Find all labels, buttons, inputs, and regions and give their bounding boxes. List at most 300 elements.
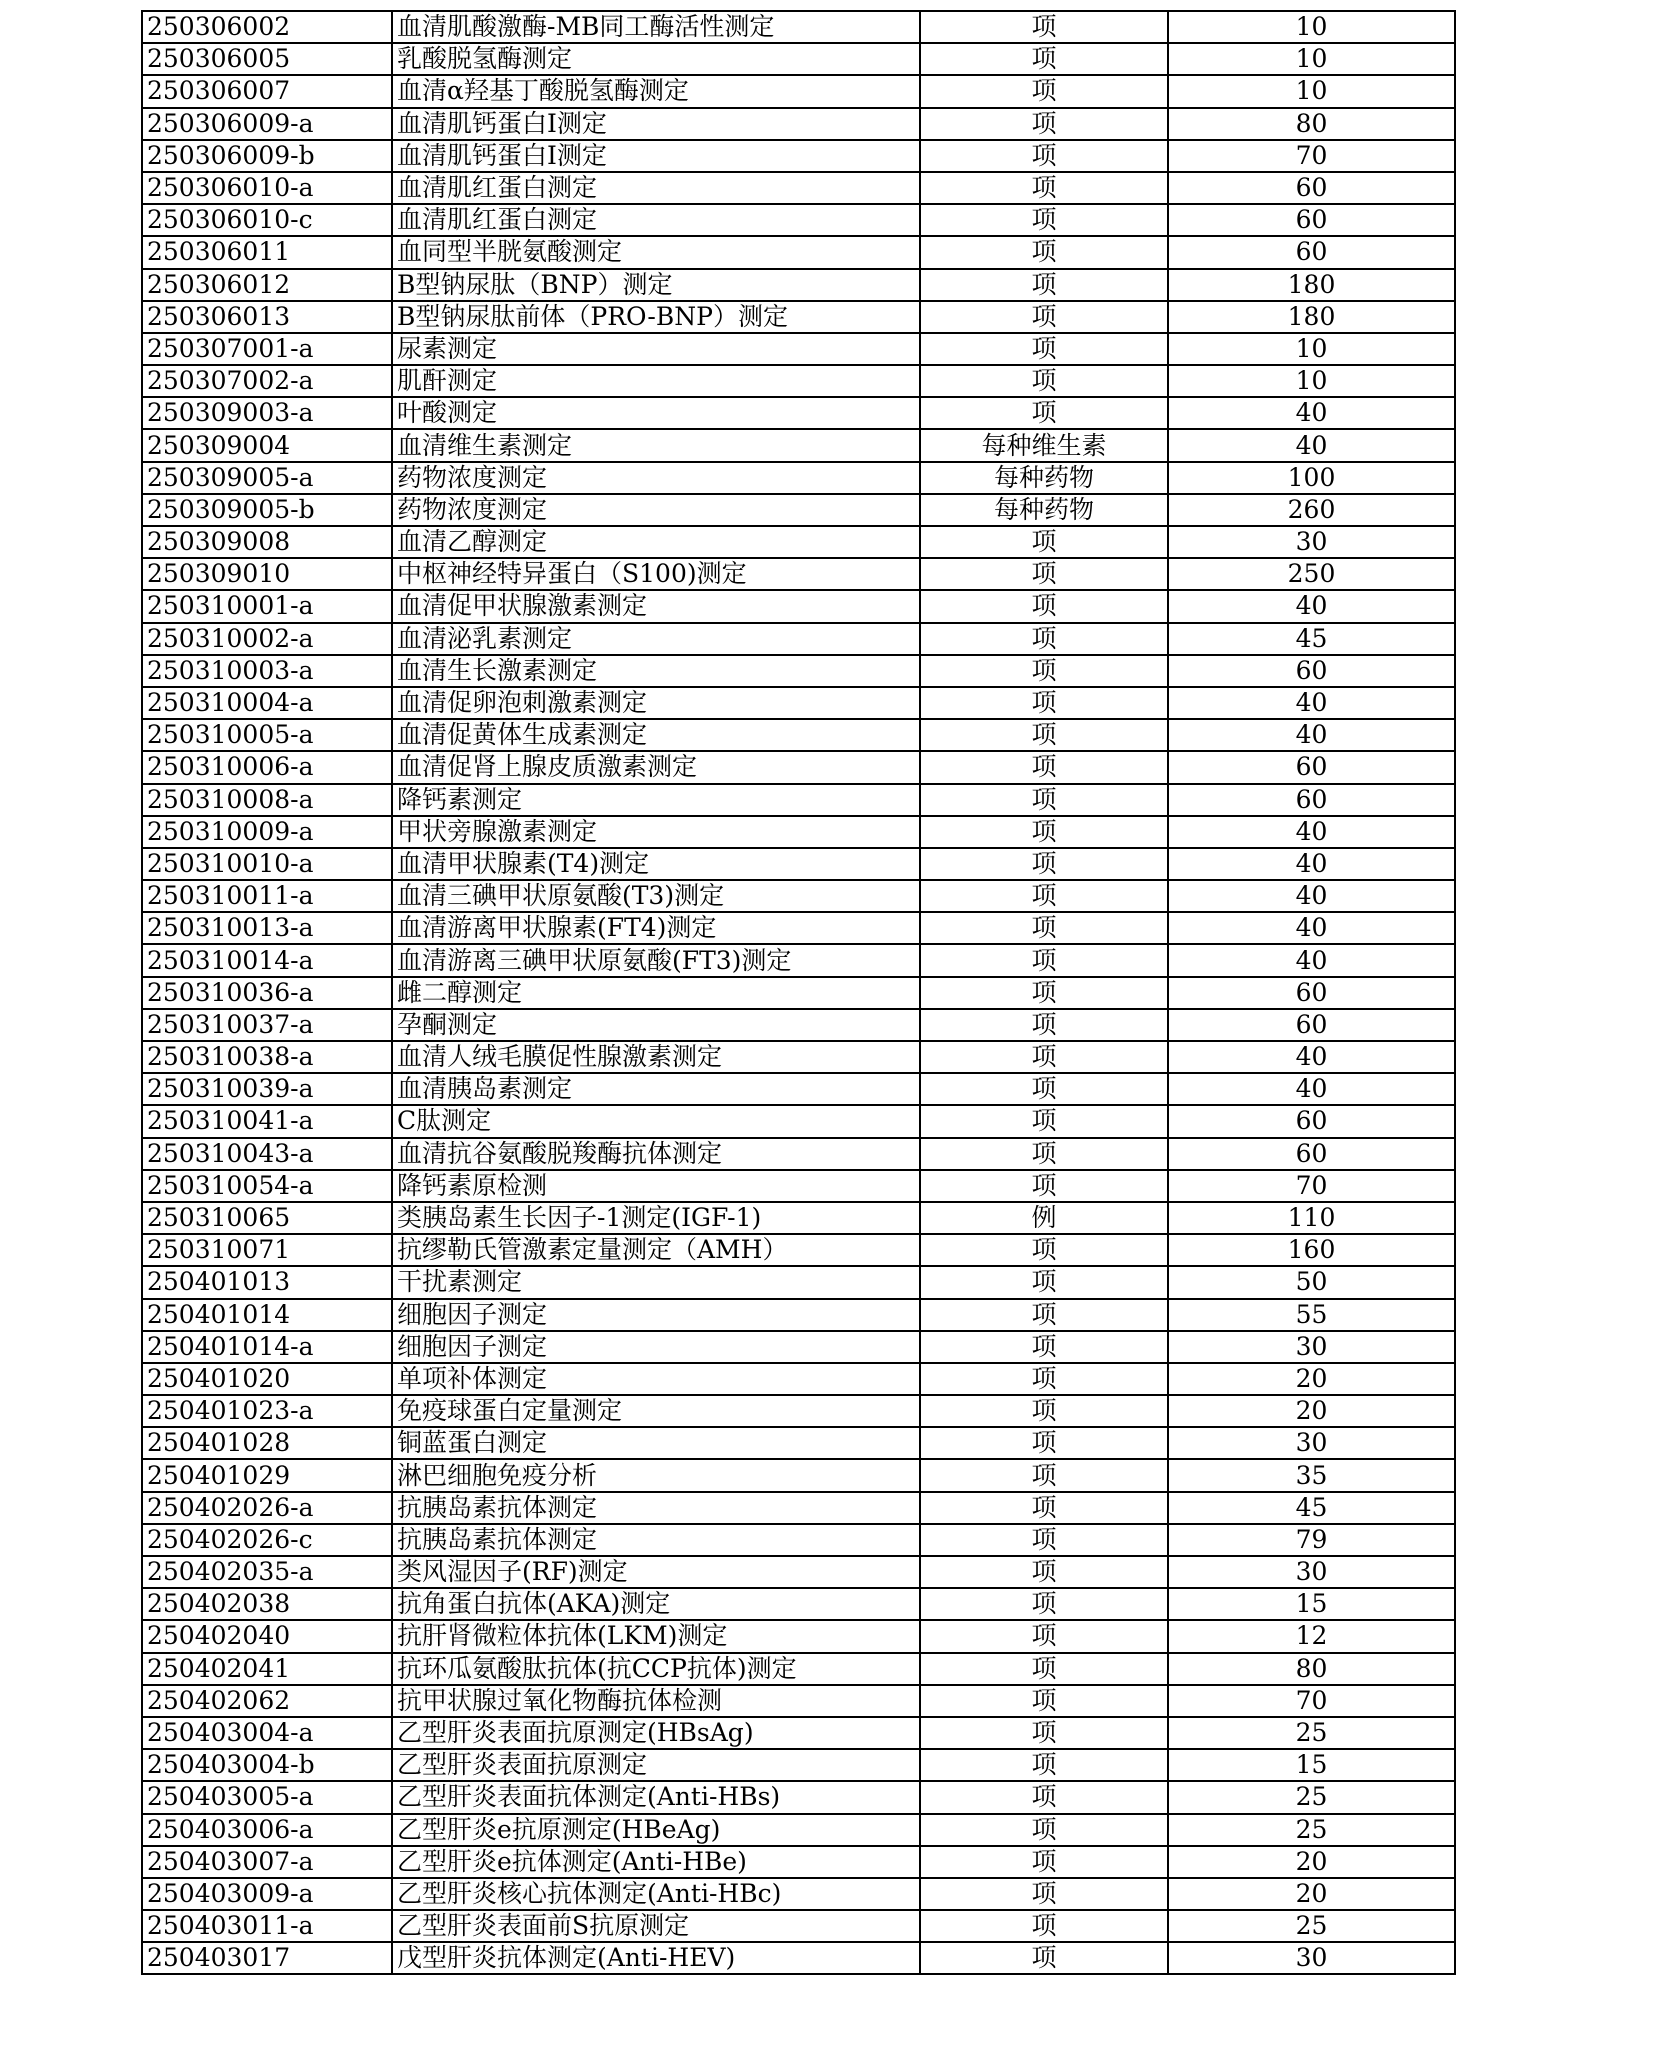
item-code-cell: 250403004-b <box>142 1749 392 1781</box>
unit-cell: 项 <box>920 1234 1168 1266</box>
item-name-cell: 孕酮测定 <box>392 1009 920 1041</box>
unit-cell: 项 <box>920 365 1168 397</box>
price-cell: 180 <box>1168 301 1455 333</box>
item-name-cell: B型钠尿肽前体（PRO-BNP）测定 <box>392 301 920 333</box>
unit-cell: 项 <box>920 1620 1168 1652</box>
price-cell: 60 <box>1168 172 1455 204</box>
item-code-cell: 250309010 <box>142 558 392 590</box>
item-name-cell: 血清人绒毛膜促性腺激素测定 <box>392 1041 920 1073</box>
item-name-cell: 血清促卵泡刺激素测定 <box>392 687 920 719</box>
unit-cell: 项 <box>920 816 1168 848</box>
unit-cell: 项 <box>920 236 1168 268</box>
item-code-cell: 250403017 <box>142 1942 392 1974</box>
item-code-cell: 250306002 <box>142 11 392 43</box>
item-name-cell: 类风湿因子(RF)测定 <box>392 1556 920 1588</box>
item-code-cell: 250306007 <box>142 75 392 107</box>
item-name-cell: 细胞因子测定 <box>392 1331 920 1363</box>
item-name-cell: 雌二醇测定 <box>392 977 920 1009</box>
item-name-cell: 淋巴细胞免疫分析 <box>392 1459 920 1491</box>
price-cell: 60 <box>1168 236 1455 268</box>
table-row <box>142 11 1455 43</box>
price-cell: 10 <box>1168 365 1455 397</box>
table-row <box>142 1138 1455 1170</box>
item-name-cell: 血同型半胱氨酸测定 <box>392 236 920 268</box>
price-cell: 20 <box>1168 1878 1455 1910</box>
item-name-cell: 乙型肝炎表面抗体测定(Anti-HBs) <box>392 1781 920 1813</box>
unit-cell: 项 <box>920 11 1168 43</box>
unit-cell: 项 <box>920 848 1168 880</box>
item-name-cell: 血清游离甲状腺素(FT4)测定 <box>392 912 920 944</box>
table-row <box>142 1395 1455 1427</box>
table-row <box>142 301 1455 333</box>
item-code-cell: 250402062 <box>142 1685 392 1717</box>
item-code-cell: 250310036-a <box>142 977 392 1009</box>
price-cell: 40 <box>1168 912 1455 944</box>
price-cell: 40 <box>1168 1073 1455 1105</box>
item-name-cell: 血清α羟基丁酸脱氢酶测定 <box>392 75 920 107</box>
table-row <box>142 236 1455 268</box>
item-name-cell: 乙型肝炎表面前S抗原测定 <box>392 1910 920 1942</box>
price-cell: 70 <box>1168 1685 1455 1717</box>
table-row <box>142 1105 1455 1137</box>
item-name-cell: 血清维生素测定 <box>392 429 920 461</box>
price-cell: 25 <box>1168 1814 1455 1846</box>
table-row <box>142 494 1455 526</box>
table-row <box>142 1878 1455 1910</box>
unit-cell: 项 <box>920 1781 1168 1813</box>
table-row <box>142 1524 1455 1556</box>
item-code-cell: 250310005-a <box>142 719 392 751</box>
table-row <box>142 1556 1455 1588</box>
item-name-cell: 肌酐测定 <box>392 365 920 397</box>
item-code-cell: 250310054-a <box>142 1170 392 1202</box>
unit-cell: 每种药物 <box>920 462 1168 494</box>
price-cell: 250 <box>1168 558 1455 590</box>
unit-cell: 项 <box>920 1492 1168 1524</box>
table-row <box>142 1717 1455 1749</box>
item-code-cell: 250307001-a <box>142 333 392 365</box>
unit-cell: 项 <box>920 751 1168 783</box>
table-row <box>142 1910 1455 1942</box>
item-code-cell: 250310037-a <box>142 1009 392 1041</box>
item-code-cell: 250402038 <box>142 1588 392 1620</box>
unit-cell: 项 <box>920 1427 1168 1459</box>
unit-cell: 项 <box>920 1299 1168 1331</box>
item-name-cell: 干扰素测定 <box>392 1266 920 1298</box>
price-cell: 55 <box>1168 1299 1455 1331</box>
price-cell: 10 <box>1168 43 1455 75</box>
table-row <box>142 1942 1455 1974</box>
table-row <box>142 944 1455 976</box>
item-name-cell: 尿素测定 <box>392 333 920 365</box>
unit-cell: 项 <box>920 1170 1168 1202</box>
item-name-cell: 血清生长激素测定 <box>392 655 920 687</box>
item-code-cell: 250403004-a <box>142 1717 392 1749</box>
price-cell: 80 <box>1168 108 1455 140</box>
unit-cell: 项 <box>920 1395 1168 1427</box>
table-row <box>142 1073 1455 1105</box>
table-row <box>142 880 1455 912</box>
table-row <box>142 140 1455 172</box>
price-cell: 60 <box>1168 751 1455 783</box>
unit-cell: 项 <box>920 43 1168 75</box>
item-name-cell: 乙型肝炎e抗体测定(Anti-HBe) <box>392 1846 920 1878</box>
price-cell: 60 <box>1168 1009 1455 1041</box>
item-code-cell: 250310071 <box>142 1234 392 1266</box>
unit-cell: 项 <box>920 590 1168 622</box>
table-row <box>142 1202 1455 1234</box>
item-code-cell: 250310065 <box>142 1202 392 1234</box>
unit-cell: 每种维生素 <box>920 429 1168 461</box>
price-cell: 60 <box>1168 977 1455 1009</box>
unit-cell: 项 <box>920 1266 1168 1298</box>
price-cell: 50 <box>1168 1266 1455 1298</box>
unit-cell: 项 <box>920 1556 1168 1588</box>
unit-cell: 项 <box>920 1910 1168 1942</box>
item-name-cell: 中枢神经特异蛋白（S100)测定 <box>392 558 920 590</box>
item-code-cell: 250306012 <box>142 269 392 301</box>
table-row <box>142 655 1455 687</box>
item-name-cell: 降钙素测定 <box>392 784 920 816</box>
price-cell: 20 <box>1168 1846 1455 1878</box>
unit-cell: 项 <box>920 1749 1168 1781</box>
table-row <box>142 912 1455 944</box>
item-code-cell: 250306010-c <box>142 204 392 236</box>
price-cell: 30 <box>1168 1331 1455 1363</box>
item-code-cell: 250307002-a <box>142 365 392 397</box>
item-code-cell: 250306013 <box>142 301 392 333</box>
price-cell: 30 <box>1168 1556 1455 1588</box>
price-cell: 20 <box>1168 1395 1455 1427</box>
table-row <box>142 623 1455 655</box>
price-cell: 180 <box>1168 269 1455 301</box>
table-row <box>142 1685 1455 1717</box>
unit-cell: 项 <box>920 1041 1168 1073</box>
table-row <box>142 1041 1455 1073</box>
item-code-cell: 250401020 <box>142 1363 392 1395</box>
item-name-cell: 血清胰岛素测定 <box>392 1073 920 1105</box>
unit-cell: 项 <box>920 1363 1168 1395</box>
table-row <box>142 1331 1455 1363</box>
item-name-cell: B型钠尿肽（BNP）测定 <box>392 269 920 301</box>
table-row <box>142 1459 1455 1491</box>
table-row <box>142 1427 1455 1459</box>
price-cell: 40 <box>1168 944 1455 976</box>
table-row <box>142 1653 1455 1685</box>
table-row <box>142 816 1455 848</box>
table-row <box>142 1363 1455 1395</box>
price-cell: 40 <box>1168 590 1455 622</box>
item-name-cell: 降钙素原检测 <box>392 1170 920 1202</box>
price-cell: 45 <box>1168 623 1455 655</box>
item-code-cell: 250401014-a <box>142 1331 392 1363</box>
item-name-cell: 抗胰岛素抗体测定 <box>392 1524 920 1556</box>
unit-cell: 项 <box>920 1459 1168 1491</box>
table-row <box>142 784 1455 816</box>
item-code-cell: 250402040 <box>142 1620 392 1652</box>
table-row <box>142 269 1455 301</box>
table-row <box>142 1492 1455 1524</box>
price-cell: 260 <box>1168 494 1455 526</box>
table-row <box>142 462 1455 494</box>
price-cell: 45 <box>1168 1492 1455 1524</box>
table-row <box>142 108 1455 140</box>
price-cell: 60 <box>1168 784 1455 816</box>
unit-cell: 项 <box>920 977 1168 1009</box>
item-code-cell: 250401029 <box>142 1459 392 1491</box>
item-code-cell: 250309003-a <box>142 397 392 429</box>
item-name-cell: 血清肌钙蛋白Ⅰ测定 <box>392 108 920 140</box>
item-code-cell: 250402026-c <box>142 1524 392 1556</box>
item-name-cell: 乳酸脱氢酶测定 <box>392 43 920 75</box>
item-name-cell: 血清促肾上腺皮质激素测定 <box>392 751 920 783</box>
table-row <box>142 590 1455 622</box>
item-code-cell: 250310006-a <box>142 751 392 783</box>
item-name-cell: 抗胰岛素抗体测定 <box>392 1492 920 1524</box>
price-cell: 10 <box>1168 75 1455 107</box>
item-code-cell: 250310009-a <box>142 816 392 848</box>
item-code-cell: 250306009-a <box>142 108 392 140</box>
item-name-cell: 类胰岛素生长因子-1测定(IGF-1) <box>392 1202 920 1234</box>
table-row <box>142 1299 1455 1331</box>
item-code-cell: 250402026-a <box>142 1492 392 1524</box>
price-cell: 40 <box>1168 1041 1455 1073</box>
item-code-cell: 250403006-a <box>142 1814 392 1846</box>
table-row <box>142 1620 1455 1652</box>
price-cell: 160 <box>1168 1234 1455 1266</box>
price-cell: 40 <box>1168 397 1455 429</box>
price-cell: 40 <box>1168 816 1455 848</box>
table-row <box>142 1846 1455 1878</box>
item-code-cell: 250309005-a <box>142 462 392 494</box>
unit-cell: 项 <box>920 558 1168 590</box>
item-name-cell: 血清三碘甲状原氨酸(T3)测定 <box>392 880 920 912</box>
unit-cell: 项 <box>920 1717 1168 1749</box>
unit-cell: 项 <box>920 301 1168 333</box>
item-code-cell: 250310041-a <box>142 1105 392 1137</box>
unit-cell: 项 <box>920 333 1168 365</box>
table-row <box>142 397 1455 429</box>
table-row <box>142 1009 1455 1041</box>
table-row <box>142 558 1455 590</box>
table-row <box>142 751 1455 783</box>
unit-cell: 项 <box>920 1073 1168 1105</box>
item-name-cell: 抗环瓜氨酸肽抗体(抗CCP抗体)测定 <box>392 1653 920 1685</box>
item-code-cell: 250310043-a <box>142 1138 392 1170</box>
item-name-cell: 血清游离三碘甲状原氨酸(FT3)测定 <box>392 944 920 976</box>
item-name-cell: 血清促甲状腺激素测定 <box>392 590 920 622</box>
item-code-cell: 250306009-b <box>142 140 392 172</box>
item-name-cell: 血清促黄体生成素测定 <box>392 719 920 751</box>
price-cell: 40 <box>1168 687 1455 719</box>
item-code-cell: 250310011-a <box>142 880 392 912</box>
item-name-cell: 药物浓度测定 <box>392 462 920 494</box>
unit-cell: 项 <box>920 784 1168 816</box>
unit-cell: 每种药物 <box>920 494 1168 526</box>
price-cell: 60 <box>1168 1105 1455 1137</box>
item-name-cell: 戊型肝炎抗体测定(Anti-HEV) <box>392 1942 920 1974</box>
unit-cell: 例 <box>920 1202 1168 1234</box>
table-row <box>142 1781 1455 1813</box>
table-row <box>142 429 1455 461</box>
item-code-cell: 250306011 <box>142 236 392 268</box>
price-cell: 30 <box>1168 1942 1455 1974</box>
item-name-cell: 血清泌乳素测定 <box>392 623 920 655</box>
item-name-cell: 甲状旁腺激素测定 <box>392 816 920 848</box>
item-name-cell: 血清甲状腺素(T4)测定 <box>392 848 920 880</box>
item-code-cell: 250401014 <box>142 1299 392 1331</box>
unit-cell: 项 <box>920 719 1168 751</box>
price-cell: 70 <box>1168 1170 1455 1202</box>
item-name-cell: 抗缪勒氏管激素定量测定（AMH） <box>392 1234 920 1266</box>
unit-cell: 项 <box>920 526 1168 558</box>
item-code-cell: 250402041 <box>142 1653 392 1685</box>
item-name-cell: 铜蓝蛋白测定 <box>392 1427 920 1459</box>
price-cell: 35 <box>1168 1459 1455 1491</box>
item-code-cell: 250310008-a <box>142 784 392 816</box>
price-cell: 25 <box>1168 1717 1455 1749</box>
item-code-cell: 250403007-a <box>142 1846 392 1878</box>
unit-cell: 项 <box>920 623 1168 655</box>
table-row <box>142 1749 1455 1781</box>
item-code-cell: 250403009-a <box>142 1878 392 1910</box>
price-cell: 60 <box>1168 655 1455 687</box>
price-table-body <box>142 11 1455 1974</box>
price-cell: 10 <box>1168 11 1455 43</box>
unit-cell: 项 <box>920 75 1168 107</box>
table-row <box>142 977 1455 1009</box>
price-cell: 15 <box>1168 1588 1455 1620</box>
unit-cell: 项 <box>920 880 1168 912</box>
item-name-cell: 血清抗谷氨酸脱羧酶抗体测定 <box>392 1138 920 1170</box>
unit-cell: 项 <box>920 1009 1168 1041</box>
price-cell: 80 <box>1168 1653 1455 1685</box>
unit-cell: 项 <box>920 1814 1168 1846</box>
price-cell: 25 <box>1168 1910 1455 1942</box>
unit-cell: 项 <box>920 108 1168 140</box>
item-name-cell: 血清肌钙蛋白Ⅰ测定 <box>392 140 920 172</box>
item-name-cell: 抗角蛋白抗体(AKA)测定 <box>392 1588 920 1620</box>
item-code-cell: 250402035-a <box>142 1556 392 1588</box>
price-cell: 60 <box>1168 1138 1455 1170</box>
item-code-cell: 250401028 <box>142 1427 392 1459</box>
item-name-cell: 乙型肝炎e抗原测定(HBeAg) <box>392 1814 920 1846</box>
item-code-cell: 250310013-a <box>142 912 392 944</box>
table-row <box>142 333 1455 365</box>
table-row <box>142 526 1455 558</box>
table-row <box>142 719 1455 751</box>
price-cell: 100 <box>1168 462 1455 494</box>
price-cell: 30 <box>1168 1427 1455 1459</box>
item-code-cell: 250310004-a <box>142 687 392 719</box>
item-name-cell: 血清肌红蛋白测定 <box>392 172 920 204</box>
item-name-cell: 乙型肝炎表面抗原测定 <box>392 1749 920 1781</box>
item-code-cell: 250310039-a <box>142 1073 392 1105</box>
table-row <box>142 1266 1455 1298</box>
item-name-cell: 细胞因子测定 <box>392 1299 920 1331</box>
unit-cell: 项 <box>920 687 1168 719</box>
item-code-cell: 250306005 <box>142 43 392 75</box>
unit-cell: 项 <box>920 1878 1168 1910</box>
item-code-cell: 250309005-b <box>142 494 392 526</box>
item-name-cell: 药物浓度测定 <box>392 494 920 526</box>
unit-cell: 项 <box>920 1524 1168 1556</box>
price-cell: 40 <box>1168 429 1455 461</box>
table-row <box>142 365 1455 397</box>
unit-cell: 项 <box>920 1653 1168 1685</box>
item-code-cell: 250310002-a <box>142 623 392 655</box>
item-name-cell: 乙型肝炎表面抗原测定(HBsAg) <box>392 1717 920 1749</box>
item-code-cell: 250403011-a <box>142 1910 392 1942</box>
item-code-cell: 250401013 <box>142 1266 392 1298</box>
price-cell: 40 <box>1168 848 1455 880</box>
item-name-cell: 叶酸测定 <box>392 397 920 429</box>
item-name-cell: 血清肌红蛋白测定 <box>392 204 920 236</box>
item-name-cell: 免疫球蛋白定量测定 <box>392 1395 920 1427</box>
price-cell: 10 <box>1168 333 1455 365</box>
table-row <box>142 848 1455 880</box>
unit-cell: 项 <box>920 269 1168 301</box>
table-row <box>142 1814 1455 1846</box>
table-row <box>142 1234 1455 1266</box>
item-name-cell: 抗甲状腺过氧化物酶抗体检测 <box>392 1685 920 1717</box>
table-row <box>142 43 1455 75</box>
unit-cell: 项 <box>920 1105 1168 1137</box>
item-name-cell: C肽测定 <box>392 1105 920 1137</box>
unit-cell: 项 <box>920 172 1168 204</box>
item-name-cell: 乙型肝炎核心抗体测定(Anti-HBc) <box>392 1878 920 1910</box>
item-name-cell: 单项补体测定 <box>392 1363 920 1395</box>
table-row <box>142 75 1455 107</box>
table-row <box>142 172 1455 204</box>
item-code-cell: 250310001-a <box>142 590 392 622</box>
item-name-cell: 抗肝肾微粒体抗体(LKM)测定 <box>392 1620 920 1652</box>
table-row <box>142 1170 1455 1202</box>
unit-cell: 项 <box>920 204 1168 236</box>
unit-cell: 项 <box>920 1138 1168 1170</box>
unit-cell: 项 <box>920 140 1168 172</box>
unit-cell: 项 <box>920 655 1168 687</box>
price-cell: 110 <box>1168 1202 1455 1234</box>
price-cell: 60 <box>1168 204 1455 236</box>
item-code-cell: 250306010-a <box>142 172 392 204</box>
unit-cell: 项 <box>920 1331 1168 1363</box>
price-cell: 40 <box>1168 880 1455 912</box>
unit-cell: 项 <box>920 944 1168 976</box>
price-cell: 15 <box>1168 1749 1455 1781</box>
unit-cell: 项 <box>920 1685 1168 1717</box>
item-code-cell: 250310003-a <box>142 655 392 687</box>
item-code-cell: 250310010-a <box>142 848 392 880</box>
price-cell: 79 <box>1168 1524 1455 1556</box>
item-code-cell: 250309008 <box>142 526 392 558</box>
table-row <box>142 687 1455 719</box>
price-table <box>141 10 1456 1975</box>
item-code-cell: 250310014-a <box>142 944 392 976</box>
price-cell: 30 <box>1168 526 1455 558</box>
price-cell: 20 <box>1168 1363 1455 1395</box>
price-cell: 70 <box>1168 140 1455 172</box>
item-code-cell: 250310038-a <box>142 1041 392 1073</box>
item-name-cell: 血清乙醇测定 <box>392 526 920 558</box>
table-row <box>142 1588 1455 1620</box>
item-name-cell: 血清肌酸激酶-MB同工酶活性测定 <box>392 11 920 43</box>
item-code-cell: 250403005-a <box>142 1781 392 1813</box>
unit-cell: 项 <box>920 397 1168 429</box>
unit-cell: 项 <box>920 1846 1168 1878</box>
unit-cell: 项 <box>920 1942 1168 1974</box>
unit-cell: 项 <box>920 912 1168 944</box>
